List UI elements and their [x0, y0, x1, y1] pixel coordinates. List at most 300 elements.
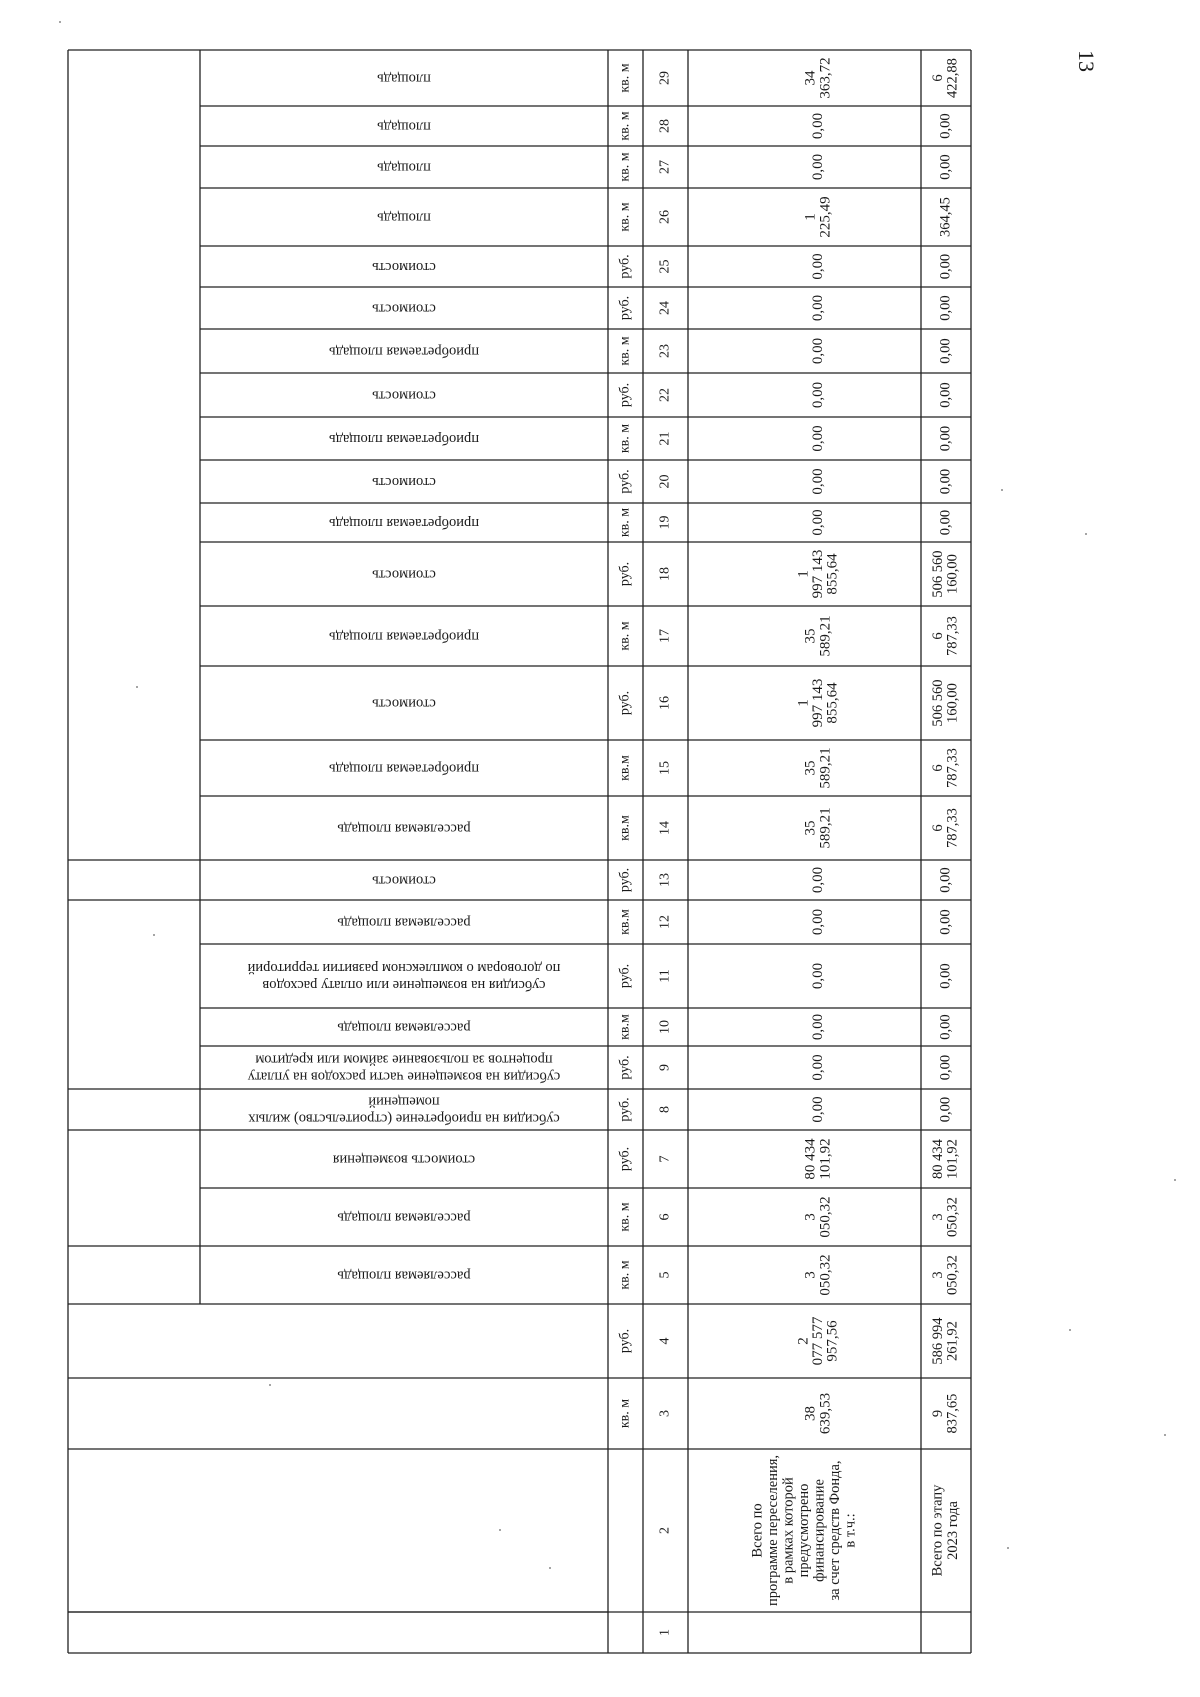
sub-header-20-group [372, 474, 436, 490]
program-value-29: 34 [802, 70, 819, 86]
column-number-23: 23 [657, 344, 673, 358]
unit-11-group [618, 964, 633, 988]
sub-header-17-group [329, 629, 479, 645]
stage-value-18: 160,00 [944, 554, 961, 594]
stage-value-5: 3 [930, 1271, 947, 1279]
unit-8-group [618, 1097, 633, 1121]
unit-5-group [618, 1260, 633, 1289]
column-number-14-group [658, 821, 673, 835]
stage-value-16: 506 560 [930, 679, 947, 727]
stage-value-26-group [937, 197, 953, 237]
program-row-label-group [749, 1455, 858, 1606]
unit-23-group [618, 336, 633, 365]
stage-value-7-group [930, 1138, 961, 1179]
program-value-3-group [803, 1393, 834, 1434]
unit-26-group [618, 202, 633, 231]
program-value-11-group [810, 963, 826, 989]
sub-header-28: площадь [377, 118, 431, 135]
sub-header-6: расселяемая площадь [337, 1209, 471, 1226]
program-value-29: 363,72 [817, 57, 834, 99]
program-row-label: в рамках которой [780, 1477, 797, 1584]
sub-header-7-group [333, 1152, 476, 1168]
sub-header-18-group [372, 567, 436, 583]
column-number-16-group [658, 696, 673, 710]
unit-10: кв.м [617, 1014, 633, 1040]
program-row-label: финансирование [811, 1479, 828, 1582]
stage-value-14-group [930, 808, 961, 848]
stage-value-16: 160,00 [944, 683, 961, 723]
stage-value-8: 0,00 [937, 1096, 954, 1123]
program-value-6-group [803, 1196, 834, 1237]
scan-speck [153, 934, 155, 936]
stage-value-29-group [930, 58, 961, 98]
program-value-27-group [810, 154, 826, 180]
program-value-13: 0,00 [809, 866, 826, 894]
stage-value-3: 837,65 [944, 1393, 961, 1434]
stage-row-label: Всего по этапу [929, 1484, 946, 1577]
unit-23: кв. м [617, 336, 633, 366]
stage-value-15: 787,33 [944, 748, 961, 788]
unit-7-group [618, 1147, 633, 1171]
unit-9: руб. [617, 1055, 633, 1080]
sub-header-25: стоимость [372, 259, 436, 276]
sub-header-16-group [372, 696, 436, 712]
column-number-25-group [658, 260, 673, 274]
program-value-14-group [803, 807, 834, 848]
sub-header-29-group [377, 71, 431, 87]
stage-value-13-group [937, 867, 953, 892]
program-value-21: 0,00 [809, 425, 826, 452]
unit-17: кв. м [617, 621, 633, 651]
sub-header-5-group [337, 1268, 471, 1284]
stage-value-12-group [937, 909, 953, 934]
program-value-4: 2 [795, 1337, 812, 1345]
program-value-19: 0,00 [809, 509, 826, 536]
stage-value-3: 9 [930, 1409, 947, 1418]
column-number-27-group [658, 160, 673, 174]
unit-3-group [618, 1399, 633, 1428]
program-value-28: 0,00 [809, 112, 826, 140]
program-value-11: 0,00 [809, 962, 826, 990]
scan-speck [499, 1529, 501, 1531]
stage-value-10: 0,00 [937, 1014, 954, 1040]
stage-value-8-group [937, 1097, 953, 1122]
column-number-26: 26 [657, 210, 673, 224]
stage-row-label-group [930, 1484, 962, 1577]
program-value-25-group [810, 253, 826, 279]
unit-18: руб. [617, 561, 633, 587]
sub-header-10: расселяемая площадь [337, 1019, 471, 1036]
scan-speck [549, 1567, 551, 1569]
stage-value-28: 0,00 [937, 113, 954, 139]
stage-value-27: 0,00 [937, 154, 954, 180]
stage-row-label: 2023 года [945, 1501, 962, 1560]
column-number-24-group [658, 301, 673, 315]
stage-value-25: 0,00 [937, 253, 954, 280]
unit-19-group [618, 508, 633, 537]
column-number-13: 13 [657, 873, 673, 887]
column-number-12: 12 [657, 915, 673, 929]
stage-value-7: 80 434 [930, 1139, 947, 1179]
stage-value-9: 0,00 [937, 1054, 954, 1081]
program-value-6: 3 [802, 1213, 819, 1221]
sub-header-8: субсидия на приобретение (строительство) жилых [248, 1110, 560, 1127]
stage-value-23-group [937, 338, 953, 363]
column-number-7-group [658, 1156, 673, 1163]
stage-value-11-group [937, 963, 953, 988]
unit-22: руб. [617, 382, 633, 408]
sub-header-18: стоимость [372, 566, 436, 583]
column-number-23-group [658, 344, 673, 358]
unit-6-group [618, 1202, 633, 1231]
program-row-label: Всего по [749, 1503, 766, 1558]
sub-header-13: стоимость [372, 872, 436, 889]
sub-header-10-group [337, 1020, 471, 1036]
sub-header-16: стоимость [372, 695, 436, 712]
scan-speck [1007, 1547, 1009, 1549]
column-number-22-group [658, 388, 673, 402]
stage-value-23: 0,00 [937, 338, 954, 364]
unit-27-group [618, 152, 633, 181]
program-value-7-group [803, 1138, 834, 1180]
unit-5: кв. м [617, 1260, 633, 1290]
program-value-24: 0,00 [809, 294, 826, 322]
sub-header-9: процентов за пользование займом или кредитом [255, 1051, 553, 1068]
unit-29: кв. м [617, 63, 633, 93]
sub-header-28-group [377, 119, 431, 135]
unit-29-group [618, 63, 633, 92]
program-value-10: 0,00 [809, 1013, 826, 1041]
page-number: 13 [1074, 50, 1099, 72]
unit-24: руб. [617, 295, 633, 321]
column-number-15: 15 [657, 761, 673, 775]
unit-6: кв. м [617, 1202, 633, 1232]
stage-value-14: 6 [930, 824, 947, 832]
sub-header-5: расселяемая площадь [337, 1267, 471, 1284]
program-value-24-group [810, 295, 826, 321]
scan-speck [1174, 1179, 1176, 1181]
sub-header-11: субсидия на возмещение или оплату расходов [262, 977, 546, 994]
stage-value-6: 3 [930, 1213, 947, 1221]
unit-22-group [618, 383, 633, 407]
column-number-12-group [658, 915, 673, 929]
sub-header-22: стоимость [372, 387, 436, 404]
program-value-25: 0,00 [809, 253, 826, 280]
column-number-29-group [658, 71, 673, 85]
stage-value-15-group [930, 748, 961, 788]
program-value-15-group [803, 747, 834, 788]
program-value-17: 589,21 [817, 615, 834, 657]
unit-25: руб. [617, 254, 633, 279]
sub-header-9-group [247, 1052, 560, 1085]
program-value-21-group [810, 425, 826, 451]
column-number-9-group [658, 1064, 673, 1071]
unit-13-group [618, 868, 633, 892]
program-value-14: 589,21 [817, 807, 834, 849]
stage-value-7: 101,92 [944, 1139, 961, 1179]
sub-header-19-group [329, 515, 479, 531]
program-value-20-group [810, 468, 826, 494]
sub-header-8-group [248, 1094, 560, 1127]
column-number-24: 24 [657, 301, 673, 315]
program-value-7: 101,92 [817, 1138, 834, 1180]
program-value-28-group [810, 113, 826, 139]
stage-value-16-group [930, 679, 961, 726]
stage-value-17-group [930, 616, 961, 656]
unit-14: кв.м [617, 815, 633, 841]
scan-speck [1164, 1434, 1166, 1436]
stage-value-4-group [930, 1317, 961, 1365]
stage-value-28-group [937, 113, 953, 138]
program-value-10-group [810, 1014, 826, 1040]
program-value-9-group [810, 1054, 826, 1080]
program-value-14: 35 [802, 820, 819, 836]
column-number-4-group [658, 1338, 673, 1345]
column-number-21: 21 [657, 431, 673, 446]
sub-header-14: расселяемая площадь [337, 820, 471, 837]
column-number-21-group [658, 432, 673, 446]
sub-header-15: приобретаемая площадь [328, 760, 480, 777]
sub-header-25-group [372, 259, 436, 275]
program-value-26-group [803, 196, 834, 237]
unit-17-group [618, 621, 633, 650]
column-number-1: 1 [657, 1629, 673, 1636]
stage-value-25-group [937, 254, 953, 279]
sub-header-12: расселяемая площадь [337, 914, 471, 931]
stage-value-21-group [937, 426, 953, 451]
column-number-4: 4 [657, 1337, 673, 1345]
column-number-9: 9 [657, 1064, 673, 1071]
stage-value-6: 050,32 [944, 1197, 961, 1237]
stage-value-21: 0,00 [937, 425, 954, 452]
program-value-5: 050,32 [817, 1254, 834, 1296]
column-number-27: 27 [657, 160, 673, 174]
unit-4: руб. [617, 1328, 633, 1354]
scan-speck [1085, 533, 1087, 535]
sub-header-23: приобретаемая площадь [328, 343, 480, 360]
program-value-26: 1 [802, 213, 819, 221]
program-value-18: 997 143 [809, 549, 826, 599]
program-value-16-group [795, 679, 840, 728]
sub-header-21: приобретаемая площадь [328, 431, 480, 448]
unit-21: кв. м [617, 423, 633, 454]
column-number-19: 19 [657, 515, 673, 530]
program-value-7: 80 434 [802, 1138, 819, 1180]
program-value-27: 0,00 [809, 153, 826, 181]
program-value-4: 957,56 [824, 1320, 841, 1362]
sub-header-26: площадь [377, 209, 431, 226]
program-value-8: 0,00 [809, 1096, 826, 1123]
scan-speck [59, 21, 61, 23]
sub-header-7: стоимость возмещения [332, 1151, 476, 1168]
stage-value-14: 787,33 [944, 808, 961, 848]
unit-7: руб. [617, 1146, 633, 1172]
program-value-4: 077 577 [809, 1316, 826, 1366]
column-number-14: 14 [657, 821, 673, 835]
column-number-20-group [658, 475, 673, 489]
column-number-28-group [658, 119, 673, 133]
column-number-11: 11 [657, 969, 673, 983]
stage-value-22: 0,00 [937, 382, 954, 408]
program-value-22-group [810, 382, 826, 408]
column-number-6: 6 [657, 1213, 673, 1221]
unit-15-group [618, 755, 633, 781]
sub-header-15-group [329, 761, 479, 777]
stage-value-22-group [937, 382, 953, 407]
program-value-3: 38 [802, 1406, 819, 1421]
stage-value-17: 787,33 [944, 616, 961, 656]
unit-24-group [618, 296, 633, 320]
unit-28-group [618, 111, 633, 140]
program-value-12-group [810, 909, 826, 935]
scan-speck [1069, 1329, 1071, 1331]
program-value-16: 855,64 [824, 682, 841, 724]
program-value-5: 3 [802, 1271, 819, 1279]
column-number-2-group [658, 1527, 673, 1534]
column-number-26-group [658, 210, 673, 224]
program-value-4-group [795, 1316, 840, 1365]
sub-header-13-group [372, 873, 436, 889]
sub-header-24-group [372, 301, 436, 317]
sub-header-24: стоимость [372, 300, 436, 317]
sub-header-27-group [377, 160, 431, 176]
program-value-23: 0,00 [809, 337, 826, 365]
unit-21-group [618, 424, 633, 453]
stage-value-29: 422,88 [944, 58, 961, 98]
program-value-15: 35 [802, 760, 819, 776]
unit-16-group [618, 691, 633, 715]
column-number-18-group [658, 567, 673, 581]
stage-value-29: 6 [930, 74, 947, 82]
sub-header-22-group [372, 388, 436, 404]
sub-header-17: приобретаемая площадь [328, 628, 480, 645]
unit-12: кв.м [617, 909, 633, 935]
unit-27: кв. м [617, 152, 633, 182]
sub-header-8: помещений [368, 1093, 440, 1110]
program-value-12: 0,00 [809, 908, 826, 936]
stage-value-4: 586 994 [930, 1317, 947, 1365]
unit-11: руб. [617, 963, 633, 989]
stage-value-19: 0,00 [937, 509, 954, 536]
stage-value-24: 0,00 [937, 295, 954, 321]
column-number-11-group [658, 969, 673, 982]
program-value-20: 0,00 [809, 468, 826, 495]
stage-value-4: 261,92 [944, 1321, 961, 1361]
program-value-18-group [795, 550, 840, 599]
column-number-2: 2 [657, 1527, 673, 1534]
program-value-17-group [803, 615, 834, 656]
unit-20: руб. [617, 469, 633, 494]
column-number-16: 16 [657, 696, 673, 710]
unit-28: кв. м [617, 111, 633, 141]
program-value-18: 855,64 [824, 553, 841, 595]
column-number-8: 8 [657, 1106, 673, 1113]
stage-value-12: 0,00 [937, 909, 954, 935]
column-number-5-group [658, 1272, 673, 1279]
unit-4-group [618, 1329, 633, 1353]
unit-16: руб. [617, 690, 633, 716]
column-number-29: 29 [657, 71, 673, 85]
column-number-1-group [658, 1629, 673, 1636]
program-value-5-group [803, 1254, 834, 1295]
program-row-label: в т.ч.: [842, 1513, 859, 1548]
program-value-19-group [810, 509, 826, 535]
column-number-17: 17 [657, 629, 673, 643]
column-number-22: 22 [657, 388, 673, 402]
unit-13: руб. [617, 867, 633, 893]
unit-3: кв. м [617, 1398, 633, 1429]
program-value-17: 35 [802, 628, 819, 644]
program-value-8-group [810, 1096, 826, 1122]
scan-speck [136, 686, 138, 688]
column-number-19-group [658, 516, 673, 530]
unit-8: руб. [617, 1097, 633, 1122]
unit-20-group [618, 469, 633, 493]
unit-18-group [618, 562, 633, 586]
unit-9-group [618, 1055, 633, 1079]
sub-header-12-group [337, 915, 471, 931]
column-number-6-group [658, 1214, 673, 1221]
stage-value-20-group [937, 469, 953, 494]
stage-value-18: 506 560 [930, 550, 947, 598]
column-number-3: 3 [657, 1410, 673, 1417]
column-number-13-group [658, 873, 673, 887]
program-value-16: 997 143 [809, 678, 826, 728]
program-value-3: 639,53 [817, 1392, 834, 1435]
sub-header-21-group [329, 431, 479, 447]
program-value-16: 1 [795, 699, 812, 707]
stage-value-10-group [937, 1014, 953, 1039]
column-number-5: 5 [657, 1271, 673, 1279]
program-value-29-group [803, 57, 834, 98]
unit-12-group [618, 909, 633, 935]
stage-value-13: 0,00 [937, 867, 954, 893]
stage-value-20: 0,00 [937, 468, 954, 495]
sub-header-11: по договорам о комплексном развитии территорий [247, 960, 561, 977]
sub-header-26-group [377, 210, 431, 226]
sub-header-6-group [337, 1210, 471, 1226]
program-value-9: 0,00 [809, 1054, 826, 1081]
program-value-22: 0,00 [809, 381, 826, 409]
scan-speck [1001, 489, 1003, 491]
column-number-20: 20 [657, 474, 673, 489]
program-value-6: 050,32 [817, 1196, 834, 1238]
program-value-26: 225,49 [817, 196, 834, 238]
sub-header-29: площадь [377, 70, 431, 87]
unit-26: кв. м [617, 202, 633, 232]
column-number-3-group [658, 1410, 673, 1417]
column-number-18: 18 [657, 567, 673, 581]
sub-header-14-group [337, 821, 471, 837]
sub-header-20: стоимость [372, 474, 436, 491]
scan-speck [269, 1384, 271, 1386]
stage-value-17: 6 [930, 632, 947, 640]
program-row-label: программе переселения, [764, 1454, 781, 1607]
unit-10-group [618, 1014, 633, 1040]
column-number-10-group [658, 1020, 673, 1034]
column-number-7: 7 [657, 1155, 673, 1163]
program-value-15: 589,21 [817, 747, 834, 789]
unit-25-group [618, 254, 633, 278]
column-number-28: 28 [657, 119, 673, 133]
sub-header-27: площадь [377, 159, 431, 176]
stage-value-18-group [930, 550, 961, 597]
stage-value-15: 6 [930, 764, 947, 772]
column-number-15-group [658, 761, 673, 775]
sub-header-19: приобретаемая площадь [328, 515, 480, 532]
column-number-25: 25 [657, 259, 673, 274]
stage-value-6-group [930, 1197, 961, 1237]
